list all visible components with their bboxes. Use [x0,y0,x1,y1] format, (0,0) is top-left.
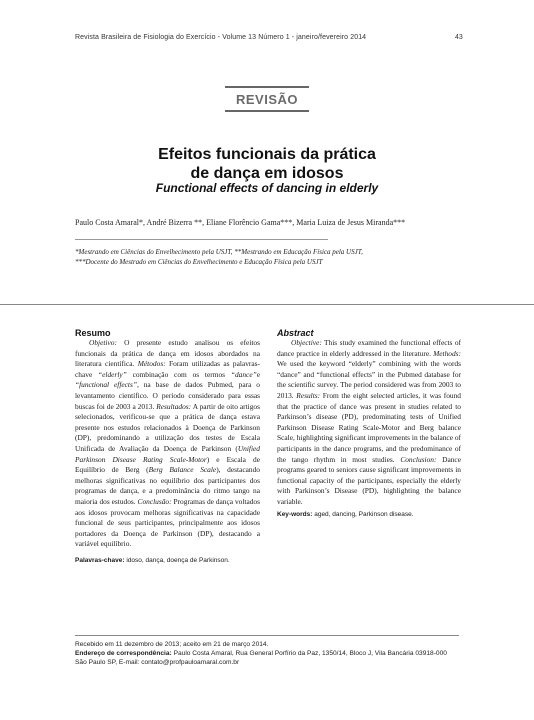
title-line-1: Efeitos funcionais da prática [158,146,376,163]
article-title-pt [0,145,534,183]
resumo-results-a: A partir de oito artigos selecionados, verificou-se que a prática de dança estava presente nos estudos relacionados à Doença de Parkinson (DP), predominando a utilização dos testes de Escala Unificada de Avaliação da Doença de Parkinson ( [75,401,260,453]
resumo-methods-e: e [256,369,260,379]
resumo-results-c: ) e Escala de Equilíbrio de Berg ( [75,454,260,475]
title-line-2: de dança em idosos [190,165,344,182]
abstract-methods: We used the keyword “elderly” combining with the words “dance” and “functional effects” in the Pubmed database for the scientific survey. The period considered was from 2003 to 2013. [277,359,461,400]
resumo-results-label: Resultados: [156,401,192,411]
resumo-keywords-text: idoso, dança, doença de Parkinson. [124,556,230,564]
affiliations [75,247,475,267]
resumo-keywords [75,556,260,566]
abstract-results-label: Results: [296,390,321,400]
footer-rule [75,635,459,636]
abstract-keywords-label: Key-words: [277,510,313,518]
correspondence-label: Endereço de correspondência: [75,650,172,658]
resumo-methods-label: Métodos: [137,359,166,369]
abstract-objective: This study examined the functional effects of dance practice in elderly addressed in the literature. [277,338,461,358]
correspondence-text: Paulo Costa Amaral, Rua General Porfírio da Paz, 1350/14, Bloco J, Vila Bancária 03918-000 São Paulo SP, E-mail: contato@profpauloamaral.com.br [75,650,447,667]
resumo-methods-c: combinação com os termos [126,369,231,379]
section-rule-bottom [225,110,309,112]
page-number: 43 [455,34,463,41]
affiliation-rule [75,239,328,240]
resumo-methods-g: , na base de dados Pubmed, para o levantamento científico. O período considerado para essas buscas foi de 2003 a 2013. [75,380,261,411]
resumo-methods-f: “functional effects” [75,380,137,390]
resumo-body [75,338,260,550]
abstract-keywords-text: aged, dancing, Parkinson disease. [312,510,414,518]
resumo-methods-a: Foram utilizadas as palavras-chave [75,359,260,379]
received-date: Recebido em 11 dezembro de 2013; aceito em 21 de março 2014. [75,641,269,648]
abstract-conclusion-label: Conclusion: [400,454,437,464]
resumo-results-e: ), destacando melhoras significativas no equilíbrio dos participantes dos programas de dança, e a predominância do ritmo tango na maioria dos estudos. [75,465,260,506]
resumo-objective-label: Objetivo: [89,338,117,347]
resumo-objective: O presente estudo analisou os efeitos funcionais da prática de dança em idosos abordados na literatura científica. [75,338,260,369]
resumo-keywords-label: Palavras-chave: [75,556,125,564]
resumo-results-b: Unified Parkinson Disease Rating Scale-Motor [75,443,260,464]
resumo-conclusion-label: Conclusão: [137,496,172,506]
footer-notes [75,640,459,668]
affiliation-line-1: *Mestrando em Ciências do Envelhecimento pela USJT, **Mestrando em Educação Física pela USJT, [75,248,363,256]
running-head: Revista Brasileira de Fisiologia do Exercício - Volume 13 Número 1 - janeiro/fevereiro 2014 [75,34,367,41]
abstract-conclusion: Dance programs geared to seniors cause significant improvements in functional capacity of the participants, especially the elderly with Parkinson’s Disease (PD), highlighting the balance variable. [277,454,461,506]
affiliation-line-2: ***Docente do Mestrado em Ciências do Envelhecimento e Educação Física pela USJT [75,258,323,266]
article-title-en: Functional effects of dancing in elderly [155,181,379,195]
resumo-column [75,328,260,566]
abstract-divider [0,304,534,305]
resumo-heading: Resumo [75,328,111,338]
abstract-results: From the eight selected articles, it was found that the practice of dance was present in studies related to Parkinson’s disease (PD), predominating tests of Unified Parkinson Disease Rating Scale-Motor and Berg balance Scale, highlighting significant improvements in the balance of participants in the dance programs, and the predominance of the tango rhythm in most studies. [277,390,461,464]
abstract-methods-label: Methods: [433,348,461,358]
abstract-heading: Abstract [277,328,314,338]
correspondence [75,649,459,667]
resumo-results-d: Berg Balance Scale [148,465,217,475]
abstract-keywords [277,510,461,520]
resumo-methods-d: “dance” [230,369,257,379]
section-rule-top [225,86,309,88]
abstract-column [277,328,461,520]
abstract-objective-label: Objective: [291,338,322,347]
author-list: Paulo Costa Amaral*, André Bizerra **, Eliane Florêncio Gama***, Maria Luiza de Jesus Miranda*** [75,218,406,227]
resumo-methods-b: “elderly” [98,369,127,379]
resumo-conclusion: Programas de dança voltados aos idosos provocam melhoras significativas na capacidade funcional de seus participantes, principalmente aos idosos portadores da Doença de Parkinson (DP), destacando a variável equilíbrio. [75,496,260,549]
section-label: REVISÃO [235,92,298,107]
abstract-body [277,338,461,508]
